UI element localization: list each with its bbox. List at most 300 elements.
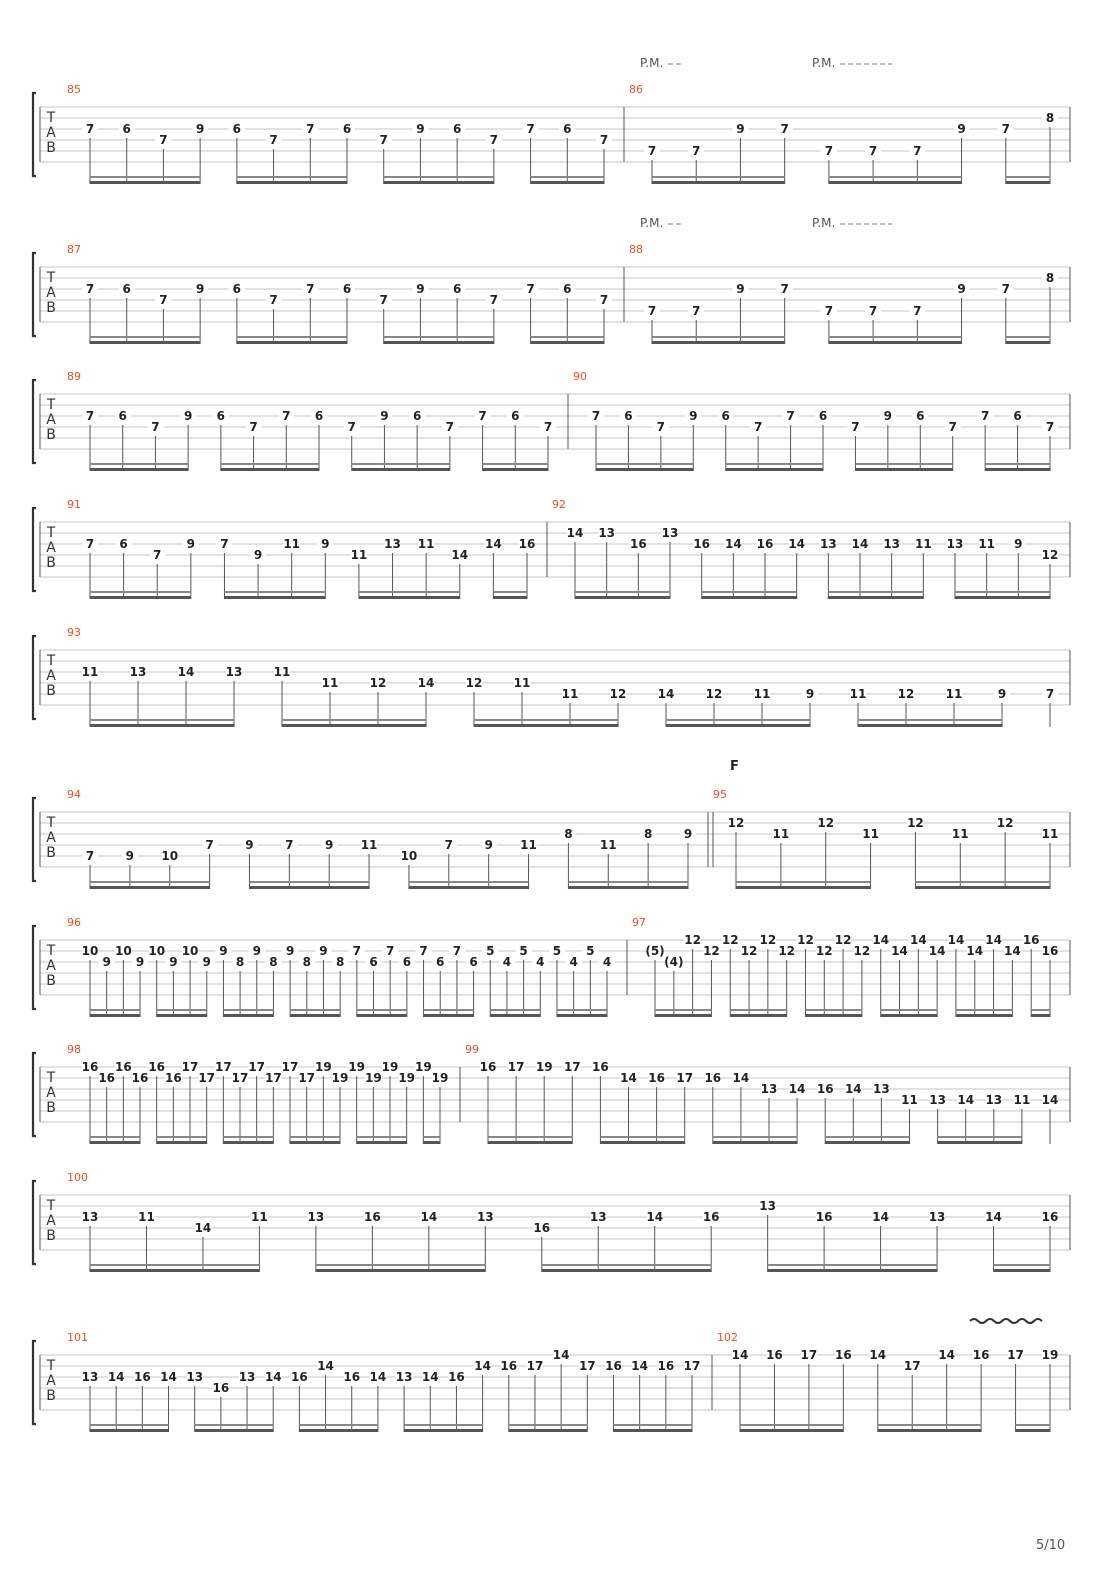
beam xyxy=(357,1141,407,1144)
fret-number: 13 xyxy=(589,1210,607,1224)
fret-number: 12 xyxy=(817,816,835,830)
beam xyxy=(531,181,604,184)
fret-number: (4) xyxy=(664,955,684,969)
fret-number: 14 xyxy=(107,1370,125,1384)
fret-number: 6 xyxy=(624,409,633,423)
fret-number: 17 xyxy=(298,1071,316,1085)
fret-number: 9 xyxy=(1014,537,1023,551)
beam xyxy=(985,468,1050,471)
beam-secondary xyxy=(730,1009,786,1011)
system-brace xyxy=(33,1181,36,1264)
fret-number: 11 xyxy=(599,838,617,852)
fret-number: 7 xyxy=(692,304,701,318)
fret-number: 7 xyxy=(85,849,95,863)
tab-clef-letter: B xyxy=(46,555,56,571)
fret-number: 9 xyxy=(245,838,254,852)
beam-secondary xyxy=(90,1424,169,1426)
fret-number: 14 xyxy=(451,548,469,562)
fret-number: 7 xyxy=(526,122,535,136)
fret-number: 7 xyxy=(489,293,499,307)
fret-number: 12 xyxy=(727,816,745,830)
beam-secondary xyxy=(221,463,319,465)
fret-number: 7 xyxy=(352,944,362,958)
fret-number: 8 xyxy=(643,827,653,841)
bar-number: 90 xyxy=(573,370,587,383)
beam-secondary xyxy=(223,1136,273,1138)
fret-number: 17 xyxy=(507,1060,525,1074)
beam xyxy=(702,596,797,599)
beam-secondary xyxy=(542,1264,711,1266)
fret-number: 11 xyxy=(849,687,867,701)
section-marker: F xyxy=(730,759,739,774)
tab-clef-letter: B xyxy=(46,1388,56,1404)
fret-number: 7 xyxy=(85,537,95,551)
tab-system xyxy=(33,798,1070,881)
fret-number: 6 xyxy=(232,122,242,136)
beam-secondary xyxy=(655,1009,711,1011)
fret-number: 17 xyxy=(563,1060,581,1074)
beam xyxy=(483,468,548,471)
beam xyxy=(384,341,494,344)
fret-number: 16 xyxy=(364,1210,381,1224)
fret-number: 7 xyxy=(153,548,162,562)
fret-number: 14 xyxy=(909,933,927,947)
fret-number: 11 xyxy=(350,548,368,562)
fret-number: 7 xyxy=(444,838,453,852)
fret-number: 11 xyxy=(1041,827,1059,841)
fret-number: 11 xyxy=(951,827,969,841)
fret-number: 7 xyxy=(753,420,763,434)
fret-number: 7 xyxy=(347,420,356,434)
beam-secondary xyxy=(488,1136,572,1138)
fret-number: 7 xyxy=(647,304,657,318)
fret-number: 6 xyxy=(916,409,925,423)
fret-number: 16 xyxy=(98,1071,116,1085)
beam xyxy=(404,1429,483,1432)
tab-clef-letter: T xyxy=(46,270,56,286)
fret-number: 7 xyxy=(913,144,922,158)
beam xyxy=(221,468,319,471)
fret-number: 8 xyxy=(302,955,311,969)
fret-number: 19 xyxy=(331,1071,349,1085)
fret-number: 16 xyxy=(148,1060,166,1074)
fret-number: 17 xyxy=(683,1359,701,1373)
fret-number: 6 xyxy=(119,537,128,551)
fret-number: 13 xyxy=(946,537,964,551)
fret-number: 10 xyxy=(161,849,179,863)
beam xyxy=(829,341,962,344)
beam-secondary xyxy=(90,719,234,721)
fret-number: 6 xyxy=(721,409,730,423)
fret-number: 7 xyxy=(1001,122,1010,136)
beam xyxy=(237,181,347,184)
fret-number: 11 xyxy=(862,827,879,841)
fret-number: 17 xyxy=(1007,1348,1024,1362)
beam-secondary xyxy=(768,1264,937,1266)
beam-secondary xyxy=(557,1009,607,1011)
beam-secondary xyxy=(1016,1424,1050,1426)
fret-number: 10 xyxy=(148,944,166,958)
fret-number: 7 xyxy=(85,282,95,296)
fret-number: 9 xyxy=(736,122,745,136)
beam-secondary xyxy=(290,1136,340,1138)
beam xyxy=(90,596,191,599)
beam-secondary xyxy=(90,176,200,178)
beam-secondary xyxy=(359,591,460,593)
fret-number: 11 xyxy=(978,537,996,551)
fret-number: 9 xyxy=(957,122,966,136)
beam xyxy=(600,1141,684,1144)
fret-number: 12 xyxy=(1041,548,1059,562)
tab-clef-letter: B xyxy=(46,300,56,316)
fret-number: 16 xyxy=(756,537,774,551)
fret-number: 17 xyxy=(526,1359,544,1373)
fret-number: 13 xyxy=(598,526,616,540)
fret-number: 7 xyxy=(306,122,315,136)
beam-secondary xyxy=(90,463,188,465)
beam xyxy=(726,468,823,471)
fret-number: 6 xyxy=(563,282,572,296)
beam xyxy=(1006,341,1050,344)
beam xyxy=(195,1429,274,1432)
beam-secondary xyxy=(955,591,1050,593)
beam xyxy=(299,1429,378,1432)
tab-clef-letter: T xyxy=(46,1070,56,1086)
fret-number: 16 xyxy=(972,1348,990,1362)
beam xyxy=(829,181,962,184)
beam xyxy=(237,341,347,344)
beam-secondary xyxy=(596,463,693,465)
fret-number: 7 xyxy=(526,282,535,296)
beam xyxy=(90,468,188,471)
fret-number: 12 xyxy=(797,933,814,947)
beam-secondary xyxy=(736,881,871,883)
system-brace xyxy=(33,508,36,591)
beam xyxy=(1016,1429,1050,1432)
beam xyxy=(157,1014,207,1017)
tab-clef-letter: A xyxy=(46,668,56,684)
fret-number: 16 xyxy=(834,1348,852,1362)
fret-number: 6 xyxy=(122,122,131,136)
beam xyxy=(282,724,426,727)
fret-number: 7 xyxy=(824,144,834,158)
fret-number: 7 xyxy=(591,409,601,423)
fret-number: 9 xyxy=(997,687,1007,701)
fret-number: 9 xyxy=(325,838,334,852)
bar-number: 98 xyxy=(67,1043,81,1056)
beam-secondary xyxy=(357,1136,407,1138)
fret-number: 12 xyxy=(759,933,777,947)
beam-secondary xyxy=(299,1424,378,1426)
fret-number: 13 xyxy=(873,1082,890,1096)
fret-number: 13 xyxy=(225,665,243,679)
beam-secondary xyxy=(531,336,604,338)
beam xyxy=(290,1014,340,1017)
fret-number: 14 xyxy=(938,1348,956,1362)
bar-number: 88 xyxy=(629,243,643,256)
fret-number: 5 xyxy=(486,944,495,958)
fret-number: 14 xyxy=(732,1071,750,1085)
fret-number: 14 xyxy=(872,1210,889,1224)
bar-number: 100 xyxy=(67,1171,88,1184)
fret-number: 16 xyxy=(605,1359,622,1373)
fret-number: 19 xyxy=(1041,1348,1059,1362)
beam xyxy=(557,1014,607,1017)
fret-number: 7 xyxy=(786,409,795,423)
fret-number: 9 xyxy=(253,548,263,562)
beam-secondary xyxy=(90,1264,259,1266)
beam xyxy=(955,596,1050,599)
fret-number: 4 xyxy=(569,955,578,969)
fret-number: 11 xyxy=(772,827,790,841)
fret-number: 9 xyxy=(736,282,745,296)
fret-number: 9 xyxy=(416,122,425,136)
beam xyxy=(994,1269,1050,1272)
fret-number: 16 xyxy=(500,1359,518,1373)
fret-number: 12 xyxy=(740,944,758,958)
fret-number: 16 xyxy=(479,1060,497,1074)
fret-number: 14 xyxy=(657,687,675,701)
fret-number: 14 xyxy=(928,944,946,958)
fret-number: 14 xyxy=(985,933,1002,947)
tab-clef-letter: T xyxy=(46,1198,56,1214)
fret-number: 11 xyxy=(417,537,435,551)
beam-secondary xyxy=(157,1009,207,1011)
beam-secondary xyxy=(858,719,1002,721)
fret-number: 9 xyxy=(102,955,111,969)
bar-number: 93 xyxy=(67,626,81,639)
beam xyxy=(713,1141,797,1144)
fret-number: 16 xyxy=(133,1370,151,1384)
beam-secondary xyxy=(237,176,347,178)
beam xyxy=(493,596,527,599)
fret-number: 7 xyxy=(868,304,878,318)
fret-number: 14 xyxy=(844,1082,862,1096)
fret-number: 12 xyxy=(609,687,627,701)
fret-number: 9 xyxy=(321,537,330,551)
palm-mute-label: P.M. xyxy=(812,56,836,70)
fret-number: 4 xyxy=(536,955,545,969)
beam xyxy=(825,1141,909,1144)
tab-system xyxy=(33,253,1070,336)
fret-number: 13 xyxy=(81,1210,99,1224)
fret-number: 16 xyxy=(518,537,536,551)
tab-clef-letter: B xyxy=(46,140,56,156)
fret-number: 8 xyxy=(269,955,278,969)
tab-clef-letter: T xyxy=(46,653,56,669)
fret-number: 16 xyxy=(648,1071,665,1085)
fret-number: 6 xyxy=(563,122,572,136)
beam-secondary xyxy=(956,1009,1012,1011)
fret-number: 9 xyxy=(219,944,228,958)
beam xyxy=(90,181,200,184)
fret-number: 7 xyxy=(220,537,229,551)
fret-number: 7 xyxy=(1045,687,1055,701)
fret-number: 12 xyxy=(705,687,723,701)
fret-number: 14 xyxy=(724,537,742,551)
fret-number: 4 xyxy=(602,955,612,969)
fret-number: 7 xyxy=(489,133,499,147)
fret-number: 19 xyxy=(381,1060,399,1074)
fret-number: 12 xyxy=(996,816,1014,830)
fret-number: 13 xyxy=(81,1370,99,1384)
beam-secondary xyxy=(1006,336,1050,338)
fret-number: 6 xyxy=(818,409,828,423)
beam-secondary xyxy=(490,1009,540,1011)
bar-number: 99 xyxy=(465,1043,479,1056)
beam xyxy=(290,1141,340,1144)
fret-number: 19 xyxy=(348,1060,366,1074)
fret-number: 14 xyxy=(731,1348,749,1362)
fret-number: 13 xyxy=(985,1093,1003,1107)
fret-number: 16 xyxy=(815,1210,833,1224)
fret-number: 7 xyxy=(478,409,487,423)
beam-secondary xyxy=(384,176,494,178)
fret-number: 12 xyxy=(834,933,852,947)
fret-number: 6 xyxy=(436,955,445,969)
fret-number: 16 xyxy=(131,1071,149,1085)
fret-number: 16 xyxy=(702,1210,720,1224)
fret-number: 11 xyxy=(283,537,301,551)
fret-number: 12 xyxy=(721,933,739,947)
fret-number: 14 xyxy=(957,1093,975,1107)
fret-number: 7 xyxy=(285,838,294,852)
fret-number: 13 xyxy=(129,665,147,679)
beam xyxy=(858,724,1002,727)
beam-secondary xyxy=(423,1136,440,1138)
beam-secondary xyxy=(90,591,191,593)
fret-number: 9 xyxy=(135,955,145,969)
fret-number: 12 xyxy=(815,944,833,958)
beam xyxy=(1031,1014,1050,1017)
beam xyxy=(90,341,200,344)
beam-secondary xyxy=(740,1424,843,1426)
fret-number: 14 xyxy=(369,1370,387,1384)
bar-number: 94 xyxy=(67,788,81,801)
fret-number: 7 xyxy=(980,409,990,423)
fret-number: 19 xyxy=(364,1071,382,1085)
beam-secondary xyxy=(938,1136,1022,1138)
beam xyxy=(596,468,693,471)
fret-number: 8 xyxy=(235,955,245,969)
bar-number: 97 xyxy=(632,916,646,929)
beam-secondary xyxy=(493,591,527,593)
fret-number: 11 xyxy=(561,687,579,701)
fret-number: 9 xyxy=(195,122,205,136)
fret-number: 14 xyxy=(317,1359,334,1373)
beam xyxy=(90,724,234,727)
fret-number: 12 xyxy=(853,944,871,958)
fret-number: 17 xyxy=(198,1071,216,1085)
system-brace xyxy=(33,1053,36,1136)
beam xyxy=(768,1269,937,1272)
fret-number: 9 xyxy=(183,409,193,423)
beam-secondary xyxy=(157,1136,207,1138)
beam xyxy=(531,341,604,344)
bar-number: 91 xyxy=(67,498,81,511)
fret-number: 6 xyxy=(511,409,520,423)
fret-number: 13 xyxy=(760,1082,778,1096)
beam xyxy=(509,1429,588,1432)
beam xyxy=(249,886,369,889)
fret-number: 12 xyxy=(684,933,701,947)
bar-number: 86 xyxy=(629,83,643,96)
tab-clef-letter: T xyxy=(46,525,56,541)
fret-number: 13 xyxy=(395,1370,413,1384)
fret-number: 6 xyxy=(402,955,412,969)
fret-number: 6 xyxy=(118,409,127,423)
fret-number: 14 xyxy=(420,1210,438,1224)
fret-number: 9 xyxy=(689,409,698,423)
fret-number: 9 xyxy=(125,849,135,863)
fret-number: 14 xyxy=(872,933,890,947)
fret-number: 12 xyxy=(897,687,915,701)
fret-number: 14 xyxy=(966,944,984,958)
beam xyxy=(384,181,494,184)
tab-clef-letter: B xyxy=(46,427,56,443)
tab-clef-letter: T xyxy=(46,943,56,959)
fret-number: 16 xyxy=(629,537,647,551)
bar-number: 96 xyxy=(67,916,81,929)
tab-system xyxy=(33,93,1070,176)
beam xyxy=(652,341,785,344)
fret-number: 7 xyxy=(1045,420,1055,434)
beam xyxy=(488,1141,572,1144)
beam xyxy=(736,886,871,889)
fret-number: 6 xyxy=(1013,409,1022,423)
fret-number: 7 xyxy=(780,122,789,136)
tab-clef-letter: T xyxy=(46,815,56,831)
fret-number: 13 xyxy=(883,537,901,551)
beam-secondary xyxy=(223,1009,273,1011)
fret-number: 13 xyxy=(661,526,679,540)
fret-number: 6 xyxy=(232,282,242,296)
fret-number: 7 xyxy=(85,122,95,136)
beam xyxy=(938,1141,1022,1144)
beam-secondary xyxy=(915,881,1050,883)
fret-number: 9 xyxy=(252,944,261,958)
beam xyxy=(357,1014,407,1017)
fret-number: 9 xyxy=(319,944,328,958)
fret-number: 6 xyxy=(452,122,462,136)
fret-number: 16 xyxy=(766,1348,783,1362)
fret-number: 11 xyxy=(321,676,339,690)
vibrato-marking xyxy=(970,1319,1042,1323)
beam-secondary xyxy=(878,1424,981,1426)
beam-secondary xyxy=(224,591,325,593)
beam xyxy=(90,1141,140,1144)
beam-secondary xyxy=(90,881,210,883)
fret-number: 11 xyxy=(901,1093,918,1107)
fret-number: 16 xyxy=(693,537,711,551)
fret-number: 16 xyxy=(816,1082,834,1096)
fret-number: 16 xyxy=(448,1370,465,1384)
fret-number: 17 xyxy=(281,1060,299,1074)
beam xyxy=(575,596,670,599)
bar-number: 92 xyxy=(552,498,566,511)
fret-number: 11 xyxy=(753,687,771,701)
beam xyxy=(730,1014,786,1017)
fret-number: 6 xyxy=(412,409,422,423)
beam-secondary xyxy=(404,1424,483,1426)
fret-number: 19 xyxy=(414,1060,432,1074)
fret-number: 10 xyxy=(115,944,132,958)
beam-secondary xyxy=(384,336,494,338)
fret-number: 8 xyxy=(335,955,345,969)
fret-number: 7 xyxy=(913,304,922,318)
fret-number: 8 xyxy=(564,827,573,841)
fret-number: 14 xyxy=(194,1221,212,1235)
